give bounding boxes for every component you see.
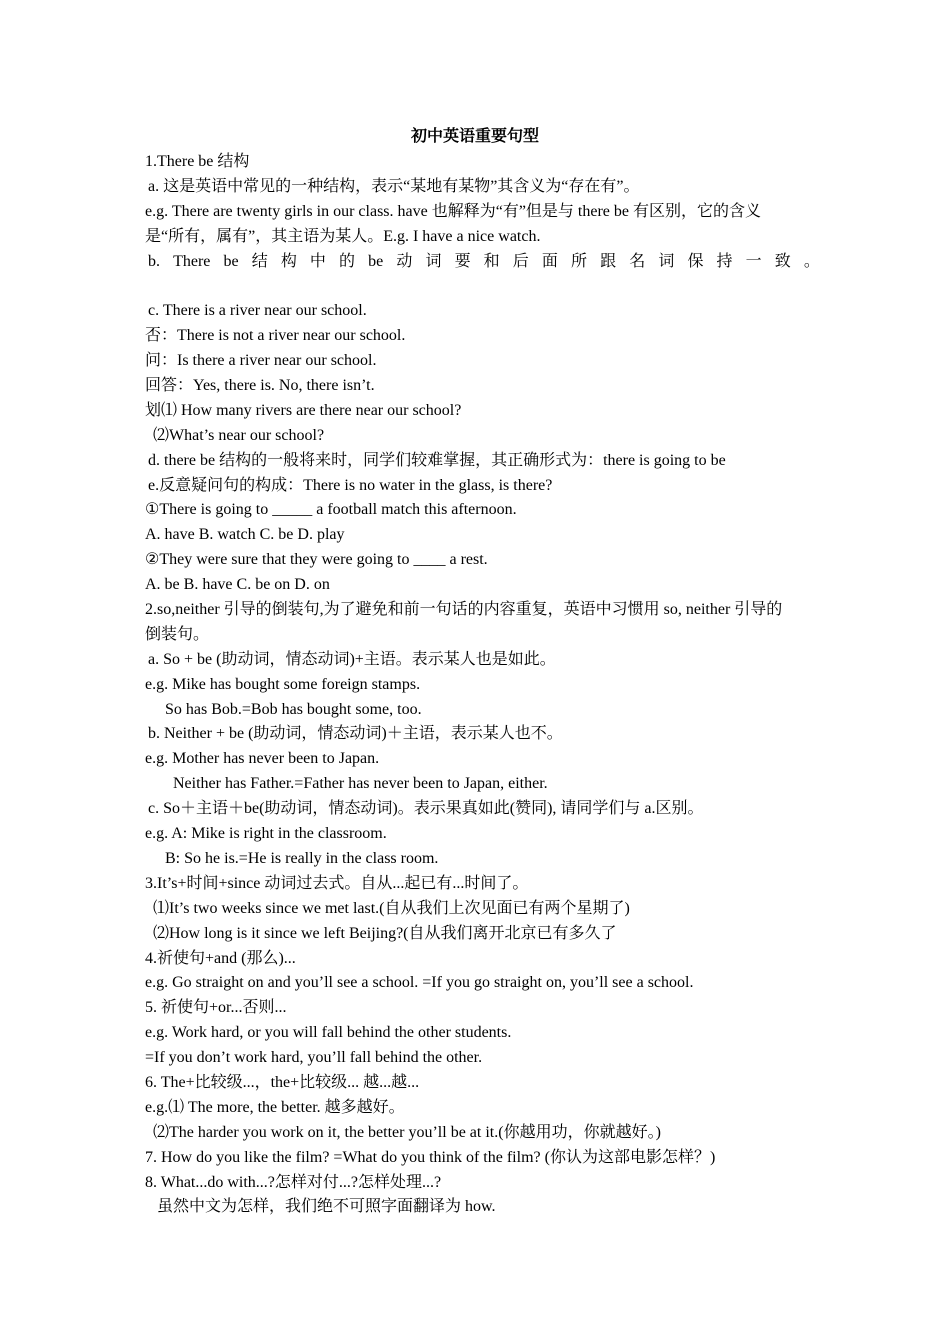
section-7-heading: 7. How do you like the film? =What do you think of the film? (你认为这部电影怎样？) — [145, 1148, 716, 1166]
justified-token: be — [223, 252, 239, 270]
justified-token: 保 — [687, 252, 704, 270]
example-line: e.g. Go straight on and you’ll see a school. =If you go straight on, you’ll see a school. — [145, 974, 694, 992]
paragraph-line: e.反意疑问句的构成：There is no water in the glass, is there? — [148, 476, 553, 494]
exercise-options: A. be B. have C. be on D. on — [145, 576, 330, 594]
paragraph-line: 问：Is there a river near our school. — [145, 352, 377, 370]
justified-token: 跟 — [600, 252, 617, 270]
justified-token: 和 — [483, 252, 500, 270]
example-line: e.g. Mother has never been to Japan. — [145, 750, 380, 768]
paragraph-line: a. 这是英语中常见的一种结构，表示“某地有某物”其含义为“存在有”。 — [148, 177, 640, 195]
example-line: Neither has Father.=Father has never been to Japan, either. — [173, 775, 548, 793]
document-title: 初中英语重要句型 — [410, 128, 539, 145]
paragraph-line: e.g. There are twenty girls in our class. have 也解释为“有”但是与 there be 有区别，它的含义 — [145, 202, 762, 220]
justified-token: 。 — [803, 252, 820, 270]
example-line: e.g.⑴ The more, the better. 越多越好。 — [145, 1098, 405, 1116]
justified-token: 面 — [541, 252, 558, 270]
justified-token: 持 — [716, 252, 733, 270]
justified-token: 动 — [396, 252, 413, 270]
paragraph-line: 划⑴ How many rivers are there near our school? — [145, 401, 462, 419]
section-2-heading: 2.so,neither 引导的倒装句,为了避免和前一句话的内容重复，英语中习惯用 so, neither 引导的 — [145, 601, 783, 619]
example-line: ⑵The harder you work on it, the better you’ll be at it.(你越用功，你就越好。) — [153, 1123, 661, 1141]
paragraph-line: 是“所有，属有”，其主语为某人。E.g. I have a nice watch. — [145, 227, 541, 245]
justified-token: 词 — [658, 252, 675, 270]
example-line: ⑵How long is it since we left Beijing?(自从我们离开北京已有多久了 — [153, 924, 617, 942]
justified-token: 一 — [745, 252, 762, 270]
example-line: =If you don’t work hard, you’ll fall behind the other. — [145, 1049, 483, 1067]
justified-token: 结 — [251, 252, 268, 270]
justified-token: 的 — [339, 252, 356, 270]
paragraph-line: a. So + be (助动词，情态动词)+主语。表示某人也是如此。 — [148, 650, 556, 668]
example-line: So has Bob.=Bob has bought some, too. — [165, 700, 422, 718]
document-body — [145, 150, 820, 1220]
justified-token: be — [368, 252, 384, 270]
justified-token: 致 — [774, 252, 791, 270]
example-line: e.g. Mike has bought some foreign stamps. — [145, 675, 421, 693]
justified-line — [145, 250, 820, 275]
paragraph-line: 虽然中文为怎样，我们绝不可照字面翻译为 how. — [157, 1198, 496, 1216]
paragraph-line: 回答：Yes, there is. No, there isn’t. — [145, 377, 375, 395]
paragraph-line: 倒装句。 — [145, 625, 210, 643]
section-3-heading: 3.It’s+时间+since 动词过去式。自从...起已有...时间了。 — [145, 874, 529, 892]
paragraph-line: b. Neither + be (助动词，情态动词)＋主语，表示某人也不。 — [148, 725, 563, 743]
blank-line — [145, 274, 820, 299]
justified-token: There — [173, 252, 211, 270]
justified-token: 名 — [629, 252, 646, 270]
justified-token: 要 — [454, 252, 471, 270]
exercise-question: ①There is going to _____ a football match this afternoon. — [145, 501, 517, 519]
section-5-heading: 5. 祈使句+or...否则... — [145, 999, 287, 1017]
justified-token: b. — [148, 252, 160, 270]
section-4-heading: 4.祈使句+and (那么)... — [145, 949, 296, 967]
justified-token: 词 — [425, 252, 442, 270]
paragraph-line: ⑵What’s near our school? — [153, 426, 325, 444]
example-line: e.g. A: Mike is right in the classroom. — [145, 825, 387, 843]
example-line: ⑴It’s two weeks since we met last.(自从我们上次见面已有两个星期了) — [153, 899, 630, 917]
section-6-heading: 6. The+比较级...，the+比较级... 越...越... — [145, 1073, 420, 1091]
paragraph-line: d. there be 结构的一般将来时，同学们较难掌握，其正确形式为：there is going to be — [148, 451, 726, 469]
exercise-options: A. have B. watch C. be D. play — [145, 526, 345, 544]
justified-token: 中 — [309, 252, 326, 270]
justified-token: 构 — [280, 252, 297, 270]
paragraph-line: c. There is a river near our school. — [148, 302, 367, 320]
section-8-heading: 8. What...do with...?怎样对付...?怎样处理...? — [145, 1173, 442, 1191]
example-line: B: So he is.=He is really in the class room. — [165, 849, 439, 867]
exercise-question: ②They were sure that they were going to ____ a rest. — [145, 551, 488, 569]
justified-token: 所 — [571, 252, 588, 270]
section-1-heading: 1.There be 结构 — [145, 153, 250, 170]
example-line: e.g. Work hard, or you will fall behind the other students. — [145, 1024, 512, 1042]
paragraph-line: c. So＋主语＋be(助动词，情态动词)。表示果真如此(赞同), 请同学们与 a.区别。 — [148, 800, 704, 818]
paragraph-line: 否：There is not a river near our school. — [145, 327, 406, 345]
justified-token: 后 — [512, 252, 529, 270]
